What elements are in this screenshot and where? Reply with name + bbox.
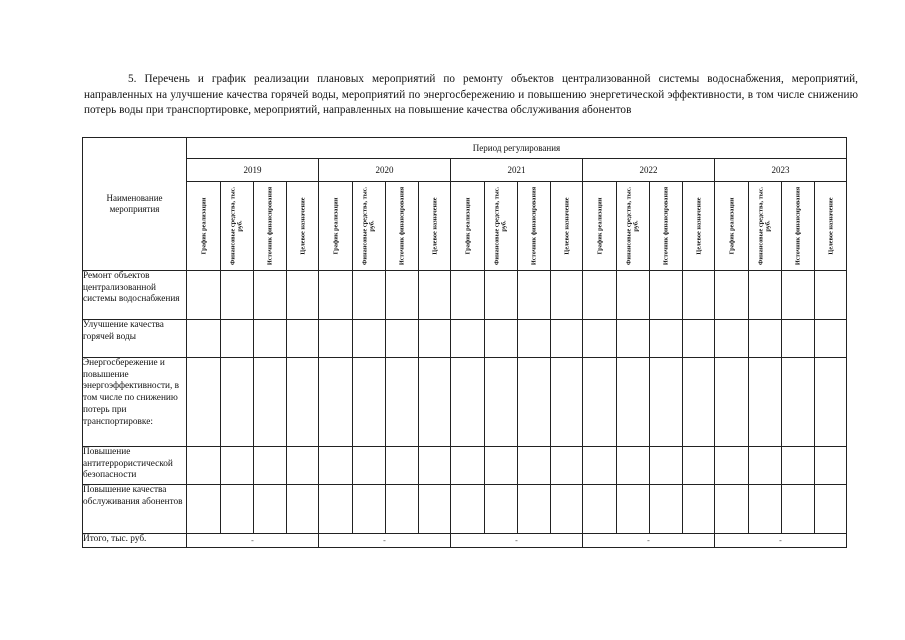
table-cell [583, 485, 617, 534]
table-cell [386, 485, 419, 534]
plan-table [82, 137, 847, 548]
subcolumn-header-label: Целевое назначение [562, 197, 570, 255]
table-cell [187, 485, 221, 534]
subcolumn-header-label: Источник финансирования [398, 186, 406, 266]
table-cell [353, 485, 386, 534]
subcolumn-header [715, 182, 749, 271]
table-cell [617, 358, 650, 447]
table-cell [187, 320, 221, 358]
table-cell [187, 447, 221, 485]
subcolumn-header-label: Целевое назначение [298, 197, 306, 255]
table-cell [221, 320, 254, 358]
total-value: - [319, 534, 451, 548]
table-cell [319, 358, 353, 447]
table-cell [451, 485, 485, 534]
table-cell [650, 447, 683, 485]
table-cell [815, 271, 847, 320]
table-cell [386, 358, 419, 447]
table-cell [386, 271, 419, 320]
subcolumn-header [683, 182, 715, 271]
subcolumn-header [287, 182, 319, 271]
table-cell [715, 271, 749, 320]
subcolumn-header [551, 182, 583, 271]
table-cell [287, 485, 319, 534]
table-cell [254, 358, 287, 447]
table-row [83, 320, 847, 358]
table-cell [518, 485, 551, 534]
table-cell [617, 271, 650, 320]
table-cell [386, 447, 419, 485]
table-cell [683, 447, 715, 485]
table-cell [749, 485, 782, 534]
subcolumn-header [451, 182, 485, 271]
total-value: - [715, 534, 847, 548]
table-cell [419, 271, 451, 320]
table-cell [683, 358, 715, 447]
year-header: 2020 [319, 159, 451, 182]
table-cell [419, 485, 451, 534]
total-label: Итого, тыс. руб. [83, 534, 187, 548]
subcolumn-header [221, 182, 254, 271]
table-cell [518, 358, 551, 447]
table-cell [485, 358, 518, 447]
table-cell [815, 485, 847, 534]
subcolumn-header [353, 182, 386, 271]
table-cell [485, 271, 518, 320]
table-cell [551, 358, 583, 447]
subcolumn-header-label: Источник финансирования [662, 186, 670, 266]
table-row [83, 485, 847, 534]
table-cell [815, 320, 847, 358]
subcolumn-header [319, 182, 353, 271]
subcolumn-header-row [83, 182, 847, 271]
table-cell [353, 320, 386, 358]
year-header: 2023 [715, 159, 847, 182]
table-cell [749, 320, 782, 358]
table-cell [617, 320, 650, 358]
table-cell [319, 320, 353, 358]
table-cell [782, 320, 815, 358]
row-label-hot-water: Улучшение качества горячей воды [83, 320, 187, 358]
table-cell [518, 320, 551, 358]
table-row [83, 358, 847, 447]
subcolumn-header [583, 182, 617, 271]
name-column-header [83, 138, 187, 271]
table-cell [419, 447, 451, 485]
subcolumn-header-label: Источник финансирования [794, 186, 802, 266]
table-cell [187, 358, 221, 447]
table-cell [715, 447, 749, 485]
table-cell [650, 271, 683, 320]
table-cell [319, 485, 353, 534]
subcolumn-header [815, 182, 847, 271]
table-cell [583, 358, 617, 447]
subcolumn-header-label: График реализации [463, 197, 471, 255]
table-cell [715, 485, 749, 534]
table-cell [782, 485, 815, 534]
table-cell [319, 447, 353, 485]
table-row [83, 271, 847, 320]
table-cell [254, 320, 287, 358]
table-cell [551, 271, 583, 320]
table-cell [683, 485, 715, 534]
table-cell [451, 320, 485, 358]
table-cell [287, 271, 319, 320]
table-cell [221, 447, 254, 485]
total-row [83, 534, 847, 548]
table-cell [551, 485, 583, 534]
table-cell [187, 271, 221, 320]
subcolumn-header-label: Финансовые средства, тыс. руб. [493, 186, 508, 266]
table-cell [287, 447, 319, 485]
table-cell [782, 271, 815, 320]
subcolumn-header-label: Целевое назначение [694, 197, 702, 255]
table-cell [221, 271, 254, 320]
table-cell [254, 271, 287, 320]
table-cell [221, 358, 254, 447]
subcolumn-header-label: Финансовые средства, тыс. руб. [625, 186, 640, 266]
table-cell [319, 271, 353, 320]
subcolumn-header [617, 182, 650, 271]
total-value: - [451, 534, 583, 548]
table-cell [485, 320, 518, 358]
table-cell [683, 320, 715, 358]
table-cell [617, 485, 650, 534]
subcolumn-header-label: Финансовые средства, тыс. руб. [757, 186, 772, 266]
table-cell [551, 320, 583, 358]
subcolumn-header [254, 182, 287, 271]
table-cell [518, 447, 551, 485]
period-header: Период регулирования [187, 138, 847, 159]
table-cell [287, 320, 319, 358]
table-cell [485, 485, 518, 534]
table-cell [749, 271, 782, 320]
table-cell [617, 447, 650, 485]
row-label-energy-saving: Энергосбережение и повышение энергоэффективности, в том числе по снижению потерь при транспортировке: [83, 358, 187, 447]
table-cell [815, 358, 847, 447]
table-cell [782, 358, 815, 447]
subcolumn-header [187, 182, 221, 271]
name-header-line1: Наименование [106, 193, 163, 203]
table-cell [451, 271, 485, 320]
year-header: 2022 [583, 159, 715, 182]
table-cell [650, 320, 683, 358]
subcolumn-header [419, 182, 451, 271]
subcolumn-header-label: Целевое назначение [826, 197, 834, 255]
table-cell [254, 447, 287, 485]
table-cell [419, 358, 451, 447]
table-cell [551, 447, 583, 485]
subcolumn-header [485, 182, 518, 271]
table-cell [583, 320, 617, 358]
table-cell [485, 447, 518, 485]
table-cell [518, 271, 551, 320]
name-header-line2: мероприятия [109, 204, 160, 214]
table-cell [583, 447, 617, 485]
table-cell [650, 485, 683, 534]
table-cell [749, 447, 782, 485]
subcolumn-header-label: Источник финансирования [530, 186, 538, 266]
row-label-repair: Ремонт объектов централизованной системы водоснабжения [83, 271, 187, 320]
subcolumn-header [749, 182, 782, 271]
subcolumn-header-label: Источник финансирования [266, 186, 274, 266]
table-cell [451, 447, 485, 485]
total-value: - [187, 534, 319, 548]
total-value: - [583, 534, 715, 548]
table-cell [782, 447, 815, 485]
table-cell [353, 358, 386, 447]
table-cell [715, 320, 749, 358]
subcolumn-header [386, 182, 419, 271]
row-label-service-quality: Повышение качества обслуживания абонентов [83, 485, 187, 534]
table-cell [386, 320, 419, 358]
table-cell [451, 358, 485, 447]
subcolumn-header [782, 182, 815, 271]
table-cell [353, 271, 386, 320]
table-cell [353, 447, 386, 485]
table-row [83, 447, 847, 485]
subcolumn-header-label: Финансовые средства, тыс. руб. [361, 186, 376, 266]
row-label-security: Повышение антитеррористической безопасности [83, 447, 187, 485]
table-cell [419, 320, 451, 358]
subcolumn-header-label: График реализации [331, 197, 339, 255]
table-cell [583, 271, 617, 320]
subcolumn-header [650, 182, 683, 271]
table-cell [815, 447, 847, 485]
table-cell [650, 358, 683, 447]
table-cell [715, 358, 749, 447]
section-heading: 5. Перечень и график реализации плановых мероприятий по ремонту объектов централизованной системы водоснабжения, мероприятий, направленных на улучшение качества горячей воды, мероприятий по энергосбережению и повышению энергетической эффективности, в том числе снижению потерь воды при транспортировке, мероприятий, направленных на повышение качества обслуживания абонентов [84, 73, 858, 116]
subcolumn-header-label: Целевое назначение [430, 197, 438, 255]
subcolumn-header [518, 182, 551, 271]
subcolumn-header-label: Финансовые средства, тыс. руб. [229, 186, 244, 266]
subcolumn-header-label: График реализации [595, 197, 603, 255]
table-cell [287, 358, 319, 447]
table-cell [221, 485, 254, 534]
table-cell [749, 358, 782, 447]
table-cell [254, 485, 287, 534]
subcolumn-header-label: График реализации [199, 197, 207, 255]
subcolumn-header-label: График реализации [727, 197, 735, 255]
year-header: 2019 [187, 159, 319, 182]
year-header: 2021 [451, 159, 583, 182]
table-cell [683, 271, 715, 320]
